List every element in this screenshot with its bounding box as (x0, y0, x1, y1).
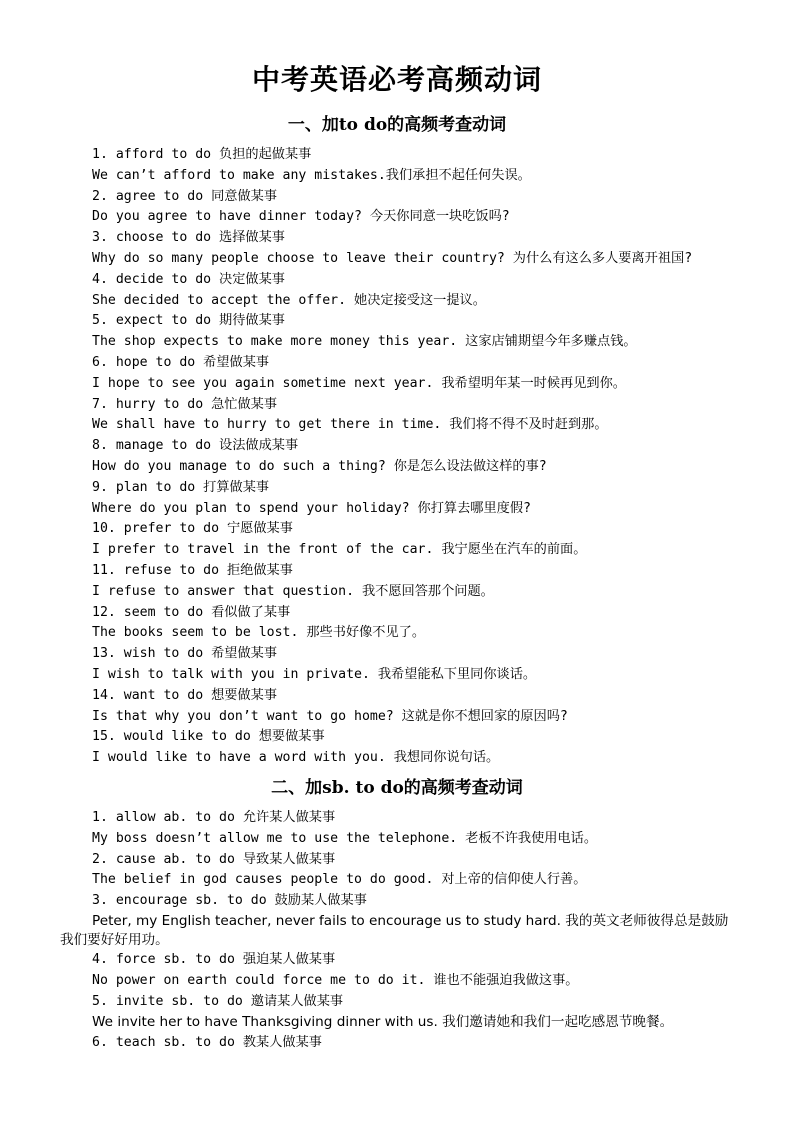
example-sentence: Is that why you don’t want to go home? 这就是你不想回家的原因吗? (92, 708, 568, 724)
verb-entry: 4. force sb. to do 强迫某人做某事 (92, 951, 336, 967)
verb-list-sb-to-do (0, 808, 794, 1054)
verb-entry: 2. agree to do 同意做某事 (92, 188, 278, 204)
example-sentence: I refuse to answer that question. 我不愿回答那个问题。 (92, 583, 494, 599)
example-sentence: Peter, my English teacher, never fails to encourage us to study hard. 我的英文老师彼得总是鼓励我们要好好用功。 (60, 912, 729, 948)
verb-entry: 13. wish to do 希望做某事 (92, 646, 278, 662)
verb-entry: 3. choose to do 选择做某事 (92, 230, 285, 246)
example-sentence: The books seem to be lost. 那些书好像不见了。 (92, 625, 426, 641)
verb-entry: 6. teach sb. to do 教某人做某事 (92, 1035, 322, 1051)
example-sentence: My boss doesn’t allow me to use the telephone. 老板不许我使用电话。 (92, 830, 598, 846)
example-sentence: We shall have to hurry to get there in time. 我们将不得不及时赶到那。 (92, 417, 608, 433)
section-heading-to-do: 一、加to do的高频考查动词 (287, 115, 507, 135)
example-sentence: Why do so many people choose to leave their country? 为什么有这么多人要离开祖国? (92, 250, 693, 266)
example-sentence: I would like to have a word with you. 我想同你说句话。 (92, 750, 500, 766)
verb-entry: 9. plan to do 打算做某事 (92, 479, 270, 495)
page-title: 中考英语必考高频动词 (251, 63, 542, 96)
example-sentence: I wish to talk with you in private. 我希望能私下里同你谈话。 (92, 666, 537, 682)
verb-entry: 5. invite sb. to do 邀请某人做某事 (92, 993, 344, 1009)
verb-entry: 7. hurry to do 急忙做某事 (92, 396, 278, 412)
verb-entry: 6. hope to do 希望做某事 (92, 354, 270, 370)
example-sentence: We can’t afford to make any mistakes.我们承担不起任何失误。 (92, 167, 531, 183)
example-sentence: The belief in god causes people to do good. 对上帝的信仰使人行善。 (92, 872, 587, 888)
example-sentence: I prefer to travel in the front of the car. 我宁愿坐在汽车的前面。 (92, 542, 587, 558)
verb-entry: 1. allow ab. to do 允许某人做某事 (92, 810, 336, 825)
verb-entry: 12. seem to do 看似做了某事 (92, 604, 291, 620)
verb-entry: 10. prefer to do 宁愿做某事 (92, 521, 293, 537)
example-sentence: No power on earth could force me to do it. 谁也不能强迫我做这事。 (92, 972, 579, 988)
verb-entry: 1. afford to do 负担的起做某事 (92, 147, 312, 162)
verb-entry: 11. refuse to do 拒绝做某事 (92, 562, 293, 578)
example-sentence: I hope to see you again sometime next year. 我希望明年某一时候再见到你。 (92, 375, 626, 391)
verb-entry: 15. would like to do 想要做某事 (92, 729, 325, 745)
verb-entry: 14. want to do 想要做某事 (92, 687, 278, 703)
example-sentence: Do you agree to have dinner today? 今天你同意一块吃饭吗? (92, 209, 510, 225)
verb-list-to-do (0, 145, 794, 769)
verb-entry: 2. cause ab. to do 导致某人做某事 (92, 851, 336, 867)
example-sentence: We invite her to have Thanksgiving dinner with us. 我们邀请她和我们一起吃感恩节晚餐。 (92, 1014, 674, 1031)
section-heading-sb-to-do: 二、加sb. to do的高频考查动词 (271, 778, 523, 798)
verb-entry: 5. expect to do 期待做某事 (92, 313, 285, 329)
example-sentence: She decided to accept the offer. 她决定接受这一提议。 (92, 292, 486, 308)
verb-entry: 8. manage to do 设法做成某事 (92, 438, 299, 454)
example-sentence: How do you manage to do such a thing? 你是怎么设法做这样的事? (92, 458, 547, 474)
example-sentence: Where do you plan to spend your holiday? 你打算去哪里度假? (92, 500, 531, 516)
verb-entry: 4. decide to do 决定做某事 (92, 271, 285, 287)
verb-entry: 3. encourage sb. to do 鼓励某人做某事 (92, 893, 367, 909)
example-sentence: The shop expects to make more money this year. 这家店铺期望今年多赚点钱。 (92, 334, 637, 350)
